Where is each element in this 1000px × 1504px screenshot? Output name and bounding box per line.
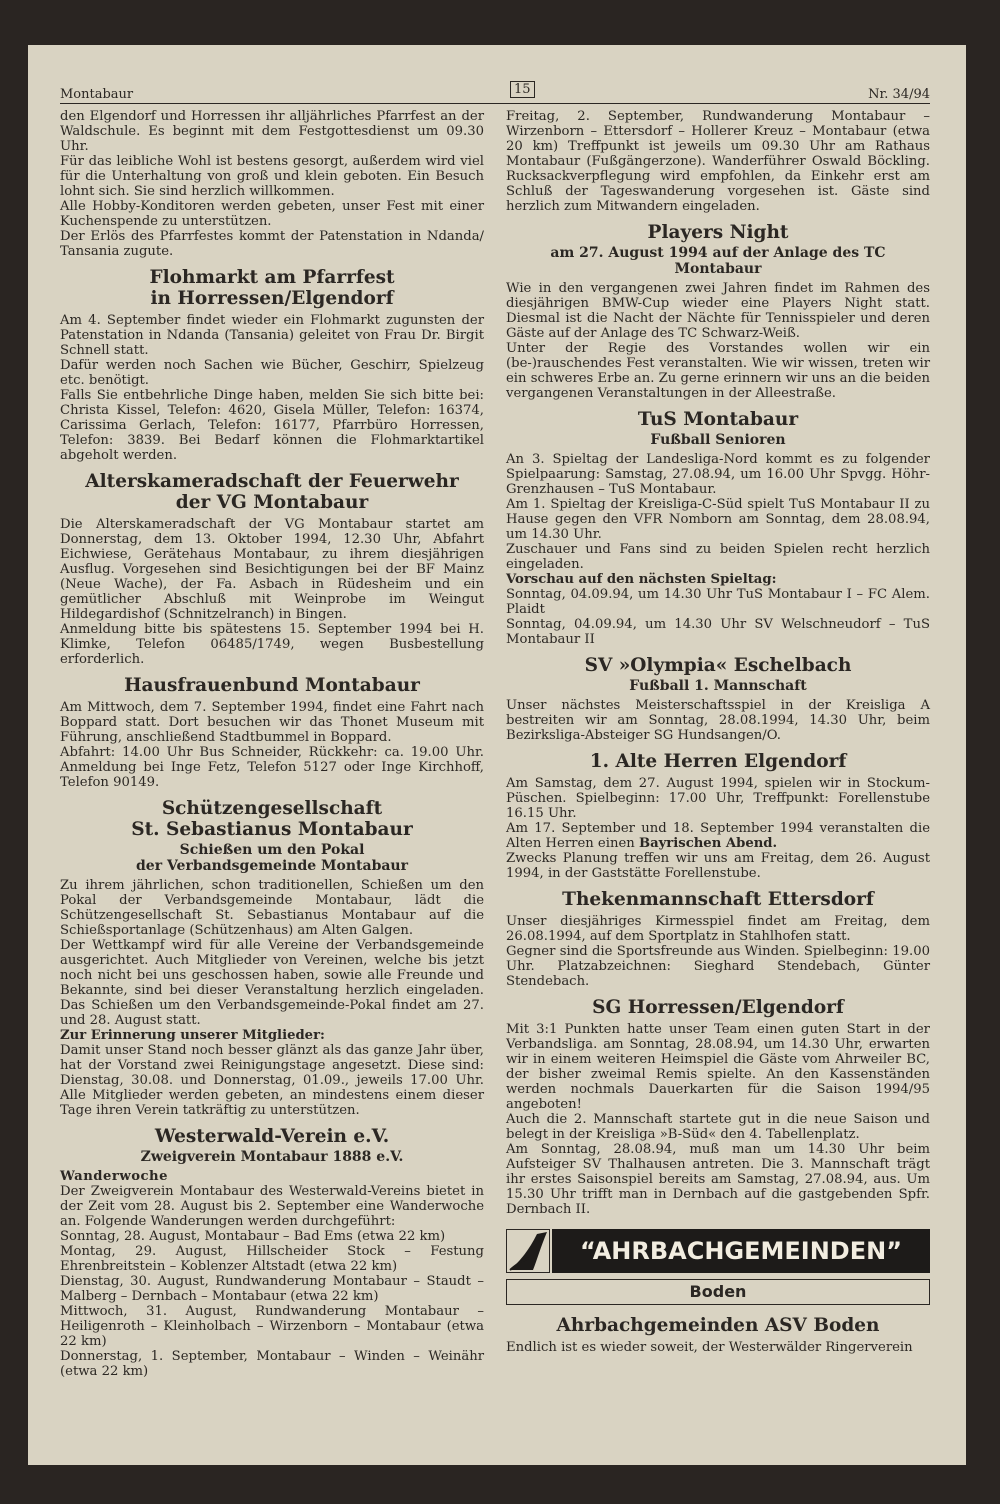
sg-paragraph: Auch die 2. Mannschaft startete gut in die neue Saison und belegt in der Kreisliga »B-Süd« den 4. Tabellenplatz.	[506, 1112, 930, 1142]
flohmarkt-paragraph: Am 4. September findet wieder ein Flohmarkt zugunsten der Patenstation in Ndanda (Tansania) geleitet von Frau Dr. Birgit Schnell statt.	[60, 313, 484, 358]
wanderung-continued: Freitag, 2. September, Rundwanderung Montabaur – Wirzenborn – Ettersdorf – Hollerer Kreuz – Montabaur (etwa 20 km) Treffpunkt ist jeweils um 09.30 Uhr am Rathaus Montabaur (Fußgängerzone). Wanderführer Oswald Böckling. Rucksackverpflegung wird empfohlen, da Einkehr erst am Schluß der Tageswanderung vorgesehen ist. Gäste sind herzlich zum Mitwandern eingeladen.	[506, 109, 930, 214]
mountain-logo-icon	[506, 1229, 550, 1273]
asv-title: Ahrbachgemeinden ASV Boden	[556, 1315, 880, 1336]
players-paragraph: Wie in den vergangenen zwei Jahren findet im Rahmen des diesjährigen BMW-Cup wieder eine Players Night statt. Diesmal ist die Nacht der Nächte für Tennisspieler und deren Gäste auf der Anlage des TC Schwarz-Weiß.	[506, 281, 930, 341]
feuerwehr-title-line1: Alterskameradschaft der Feuerwehr	[85, 471, 459, 492]
intro-paragraph: Für das leibliche Wohl ist bestens gesorgt, außerdem wird viel für die Unterhaltung von groß und klein geboten. Ein Besuch lohnt sich. Sie sind herzlich willkommen.	[60, 154, 484, 199]
page-number: 15	[510, 81, 535, 98]
schuetzen-title-line2: St. Sebastianus Montabaur	[131, 819, 413, 840]
feuerwehr-paragraph: Anmeldung bitte bis spätestens 15. September 1994 bei H. Klimke, Telefon 06485/1749, wegen Busbestellung erforderlich.	[60, 622, 484, 667]
flohmarkt-title-line1: Flohmarkt am Pfarrfest	[149, 267, 395, 288]
flohmarkt-title-line2: in Horressen/Elgendorf	[150, 288, 394, 309]
wanderung-item: Montag, 29. August, Hillscheider Stock – Festung Ehrenbreitstein – Koblenzer Altstadt (etwa 22 km)	[60, 1244, 484, 1274]
feuerwehr-title	[60, 471, 484, 513]
feuerwehr-title-line2: der VG Montabaur	[175, 492, 369, 513]
schuetzen-paragraph: Der Wettkampf wird für alle Vereine der Verbandsgemeinde ausgerichtet. Auch Mitglieder von Vereinen, welche bis jetzt noch nicht bei uns geschossen haben, sowie alle Freunde und Bekannte, sind bei dieser Veranstaltung herzlich eingeladen. Das Schießen um den Verbandsgemeinde-Pokal findet am 27. und 28. August statt.	[60, 938, 484, 1028]
wanderwoche-heading: Wanderwoche	[60, 1169, 169, 1184]
banner-title: “AHRBACHGEMEINDEN”	[552, 1229, 930, 1273]
boden-box: Boden	[506, 1279, 930, 1305]
olympia-text: Unser nächstes Meisterschaftsspiel in der Kreisliga A bestreiten wir am Sonntag, 28.08.1994, 14.30 Uhr, beim Bezirksliga-Absteiger SG Hundsangen/O.	[506, 698, 930, 743]
flohmarkt-paragraph: Dafür werden noch Sachen wie Bücher, Geschirr, Spielzeug etc. benötigt.	[60, 358, 484, 388]
tus-paragraph: An 3. Spieltag der Landesliga-Nord kommt es zu folgender Spielpaarung: Samstag, 27.08.94, um 16.00 Uhr Spvgg. Höhr-Grenzhausen – TuS Montabaur.	[506, 452, 930, 497]
players-subtitle: am 27. August 1994 auf der Anlage des TC Montabaur	[550, 245, 886, 277]
reminder-heading: Zur Erinnerung unserer Mitglieder:	[60, 1028, 325, 1043]
left-column	[60, 109, 484, 1379]
feuerwehr-paragraph: Die Alterskameradschaft der VG Montabaur startet am Donnerstag, dem 13. Oktober 1994, 12.30 Uhr, Abfahrt Eichwiese, Gerätehaus Montabaur, zu ihrem diesjährigen Ausflug. Vorgesehen sind Besichtigungen bei der BF Mainz (Neue Wache), der Fa. Asbach in Rüdesheim und ein gemütlicher Abschluß mit Weinprobe im Weingut Hildegardishof (Schnitzelranch) in Bingen.	[60, 517, 484, 622]
westerwald-title: Westerwald-Verein e.V.	[154, 1126, 390, 1147]
schuetzen-title-line1: Schützengesellschaft	[161, 798, 383, 819]
schuetzen-paragraph: Zu ihrem jährlichen, schon traditionellen, Schießen um den Pokal der Verbandsgemeinde Montabaur, lädt die Schützengesellschaft St. Sebastianus Montabaur auf die Schießsportanlage (Schützenhaus) am Alten Galgen.	[60, 878, 484, 938]
hausfrauen-paragraph: Am Mittwoch, dem 7. September 1994, findet eine Fahrt nach Boppard statt. Dort besuchen wir das Thonet Museum mit Führung, anschließend Stadtbummel in Boppard.	[60, 700, 484, 745]
alteherren-paragraph: Am Samstag, dem 27. August 1994, spielen wir in Stockum-Püschen. Spielbeginn: 17.00 Uhr, Treffpunkt: Forellenstube 16.15 Uhr.	[506, 776, 930, 821]
schuetzen-subtitle-line2: der Verbandsgemeinde Montabaur	[136, 858, 408, 874]
preview-heading: Vorschau auf den nächsten Spieltag:	[506, 572, 777, 587]
ahrbach-banner	[506, 1229, 930, 1273]
wanderung-item: Sonntag, 28. August, Montabaur – Bad Ems (etwa 22 km)	[60, 1229, 446, 1244]
theken-paragraph: Unser diesjähriges Kirmesspiel findet am Freitag, dem 26.08.1994, auf dem Sportplatz in Stahlhofen statt.	[506, 914, 930, 944]
olympia-title: SV »Olympia« Eschelbach	[584, 655, 852, 676]
wanderung-item: Dienstag, 30. August, Rundwanderung Montabaur – Staudt – Malberg – Dernbach – Montabaur (etwa 22 km)	[60, 1274, 484, 1304]
preview-item: Sonntag, 04.09.94, um 14.30 Uhr TuS Montabaur I – FC Alem. Plaidt	[506, 587, 930, 617]
players-title: Players Night	[647, 222, 789, 243]
alteherren-paragraph	[506, 821, 930, 851]
intro-paragraph: Alle Hobby-Konditoren werden gebeten, unser Fest mit einer Kuchenspende zu unterstützen.	[60, 199, 484, 229]
westerwald-subtitle: Zweigverein Montabaur 1888 e.V.	[140, 1149, 404, 1165]
sg-paragraph: Am Sonntag, 28.08.94, muß man um 14.30 Uhr beim Aufsteiger SV Thalhausen antreten. Die 3. Mannschaft trägt ihr erstes Saisonspiel bereits am Samstag, 27.08.94, aus. Um 15.30 Uhr trifft man in Dernbach auf die gastgebenden Spfr. Dernbach II.	[506, 1142, 930, 1217]
page-header	[60, 82, 930, 105]
reminder-text: Damit unser Stand noch besser glänzt als das ganze Jahr über, hat der Vorstand zwei Reinigungstage angesetzt. Diese sind: Dienstag, 30.08. und Donnerstag, 01.09., jeweils 17.00 Uhr. Alle Mitglieder werden gebeten, an mindestens einem dieser Tage ihren Verein tatkräftig zu unterstützen.	[60, 1043, 484, 1118]
wanderung-item: Donnerstag, 1. September, Montabaur – Winden – Weinähr (etwa 22 km)	[60, 1349, 484, 1379]
schuetzen-subtitle	[60, 842, 484, 874]
intro-paragraph: Der Erlös des Pfarrfestes kommt der Patenstation in Ndanda/ Tansania zugute.	[60, 229, 484, 259]
tus-subtitle: Fußball Senioren	[650, 432, 786, 448]
hausfrauen-title: Hausfrauenbund Montabaur	[124, 675, 420, 696]
header-town: Montabaur	[60, 87, 134, 102]
intro-paragraph: den Elgendorf und Horressen ihr alljährliches Pfarrfest an der Waldschule. Es beginnt mit dem Festgottesdienst um 09.30 Uhr.	[60, 109, 484, 154]
tus-paragraph: Zuschauer und Fans sind zu beiden Spielen recht herzlich eingeladen.	[506, 542, 930, 572]
theken-title: Thekenmannschaft Ettersdorf	[562, 889, 874, 910]
schuetzen-subtitle-line1: Schießen um den Pokal	[179, 842, 365, 858]
alteherren-title: 1. Alte Herren Elgendorf	[589, 751, 847, 772]
wanderung-item: Mittwoch, 31. August, Rundwanderung Montabaur – Heiligenroth – Kleinholbach – Wirzenborn – Montabaur (etwa 22 km)	[60, 1304, 484, 1349]
issue-number: Nr. 34/94	[868, 87, 930, 102]
sg-paragraph: Mit 3:1 Punkten hatte unser Team einen guten Start in der Verbandsliga. am Sonntag, 28.08.94, um 14.30 Uhr, erwarten wir in einem weiteren Heimspiel die Gäste vom Ahrweiler BC, der bisher zweimal Remis spielte. An den Kassenständen werden nochmals Dauerkarten für die Saison 1994/95 angeboten!	[506, 1022, 930, 1112]
theken-paragraph: Gegner sind die Sportsfreunde aus Winden. Spielbeginn: 19.00 Uhr. Platzabzeichnen: Sieghard Stendebach, Günter Stendebach.	[506, 944, 930, 989]
right-column	[506, 109, 930, 1355]
alteherren-paragraph: Zwecks Planung treffen wir uns am Freitag, dem 26. August 1994, in der Gaststätte Forellenstube.	[506, 851, 930, 881]
flohmarkt-paragraph: Falls Sie entbehrliche Dinge haben, melden Sie sich bitte bei: Christa Kissel, Telefon: 4620, Gisela Müller, Telefon: 16374, Carissima Gerlach, Telefon: 16177, Pfarrbüro Horressen, Telefon: 3839. Bei Bedarf können die Flohmarktartikel abgeholt werden.	[60, 388, 484, 463]
schuetzen-title	[60, 798, 484, 840]
players-paragraph: Unter der Regie des Vorstandes wollen wir ein (be-)rauschendes Fest veranstalten. Wie wir wissen, treten wir ein schweres Erbe an. Zu gerne erinnern wir uns an die beiden vergangenen Veranstaltungen in der Alleestraße.	[506, 341, 930, 401]
hausfrauen-paragraph: Abfahrt: 14.00 Uhr Bus Schneider, Rückkehr: ca. 19.00 Uhr. Anmeldung bei Inge Fetz, Telefon 5127 oder Inge Kirchhoff, Telefon 90149.	[60, 745, 484, 790]
newspaper-page	[28, 45, 966, 1465]
header-rule	[60, 103, 930, 104]
alteherren-p2-text: Am 17. September und 18. September 1994 veranstalten die Alten Herren einen	[506, 821, 930, 851]
wanderwoche-text: Der Zweigverein Montabaur des Westerwald-Vereins bietet in der Zeit vom 28. August bis 2. September eine Wanderwoche an. Folgende Wanderungen werden durchgeführt:	[60, 1184, 484, 1229]
preview-item: Sonntag, 04.09.94, um 14.30 Uhr SV Welschneudorf – TuS Montabaur II	[506, 617, 930, 647]
tus-title: TuS Montabaur	[637, 409, 799, 430]
tus-paragraph: Am 1. Spieltag der Kreisliga-C-Süd spielt TuS Montabaur II zu Hause gegen den VFR Nomborn am Sonntag, dem 28.08.94, um 14.30 Uhr.	[506, 497, 930, 542]
asv-text: Endlich ist es wieder soweit, der Westerwälder Ringerverein	[506, 1340, 913, 1355]
sg-title: SG Horressen/Elgendorf	[592, 997, 844, 1018]
bayrischer-abend: Bayrischen Abend.	[638, 836, 778, 851]
olympia-subtitle: Fußball 1. Mannschaft	[629, 678, 807, 694]
flohmarkt-title	[60, 267, 484, 309]
